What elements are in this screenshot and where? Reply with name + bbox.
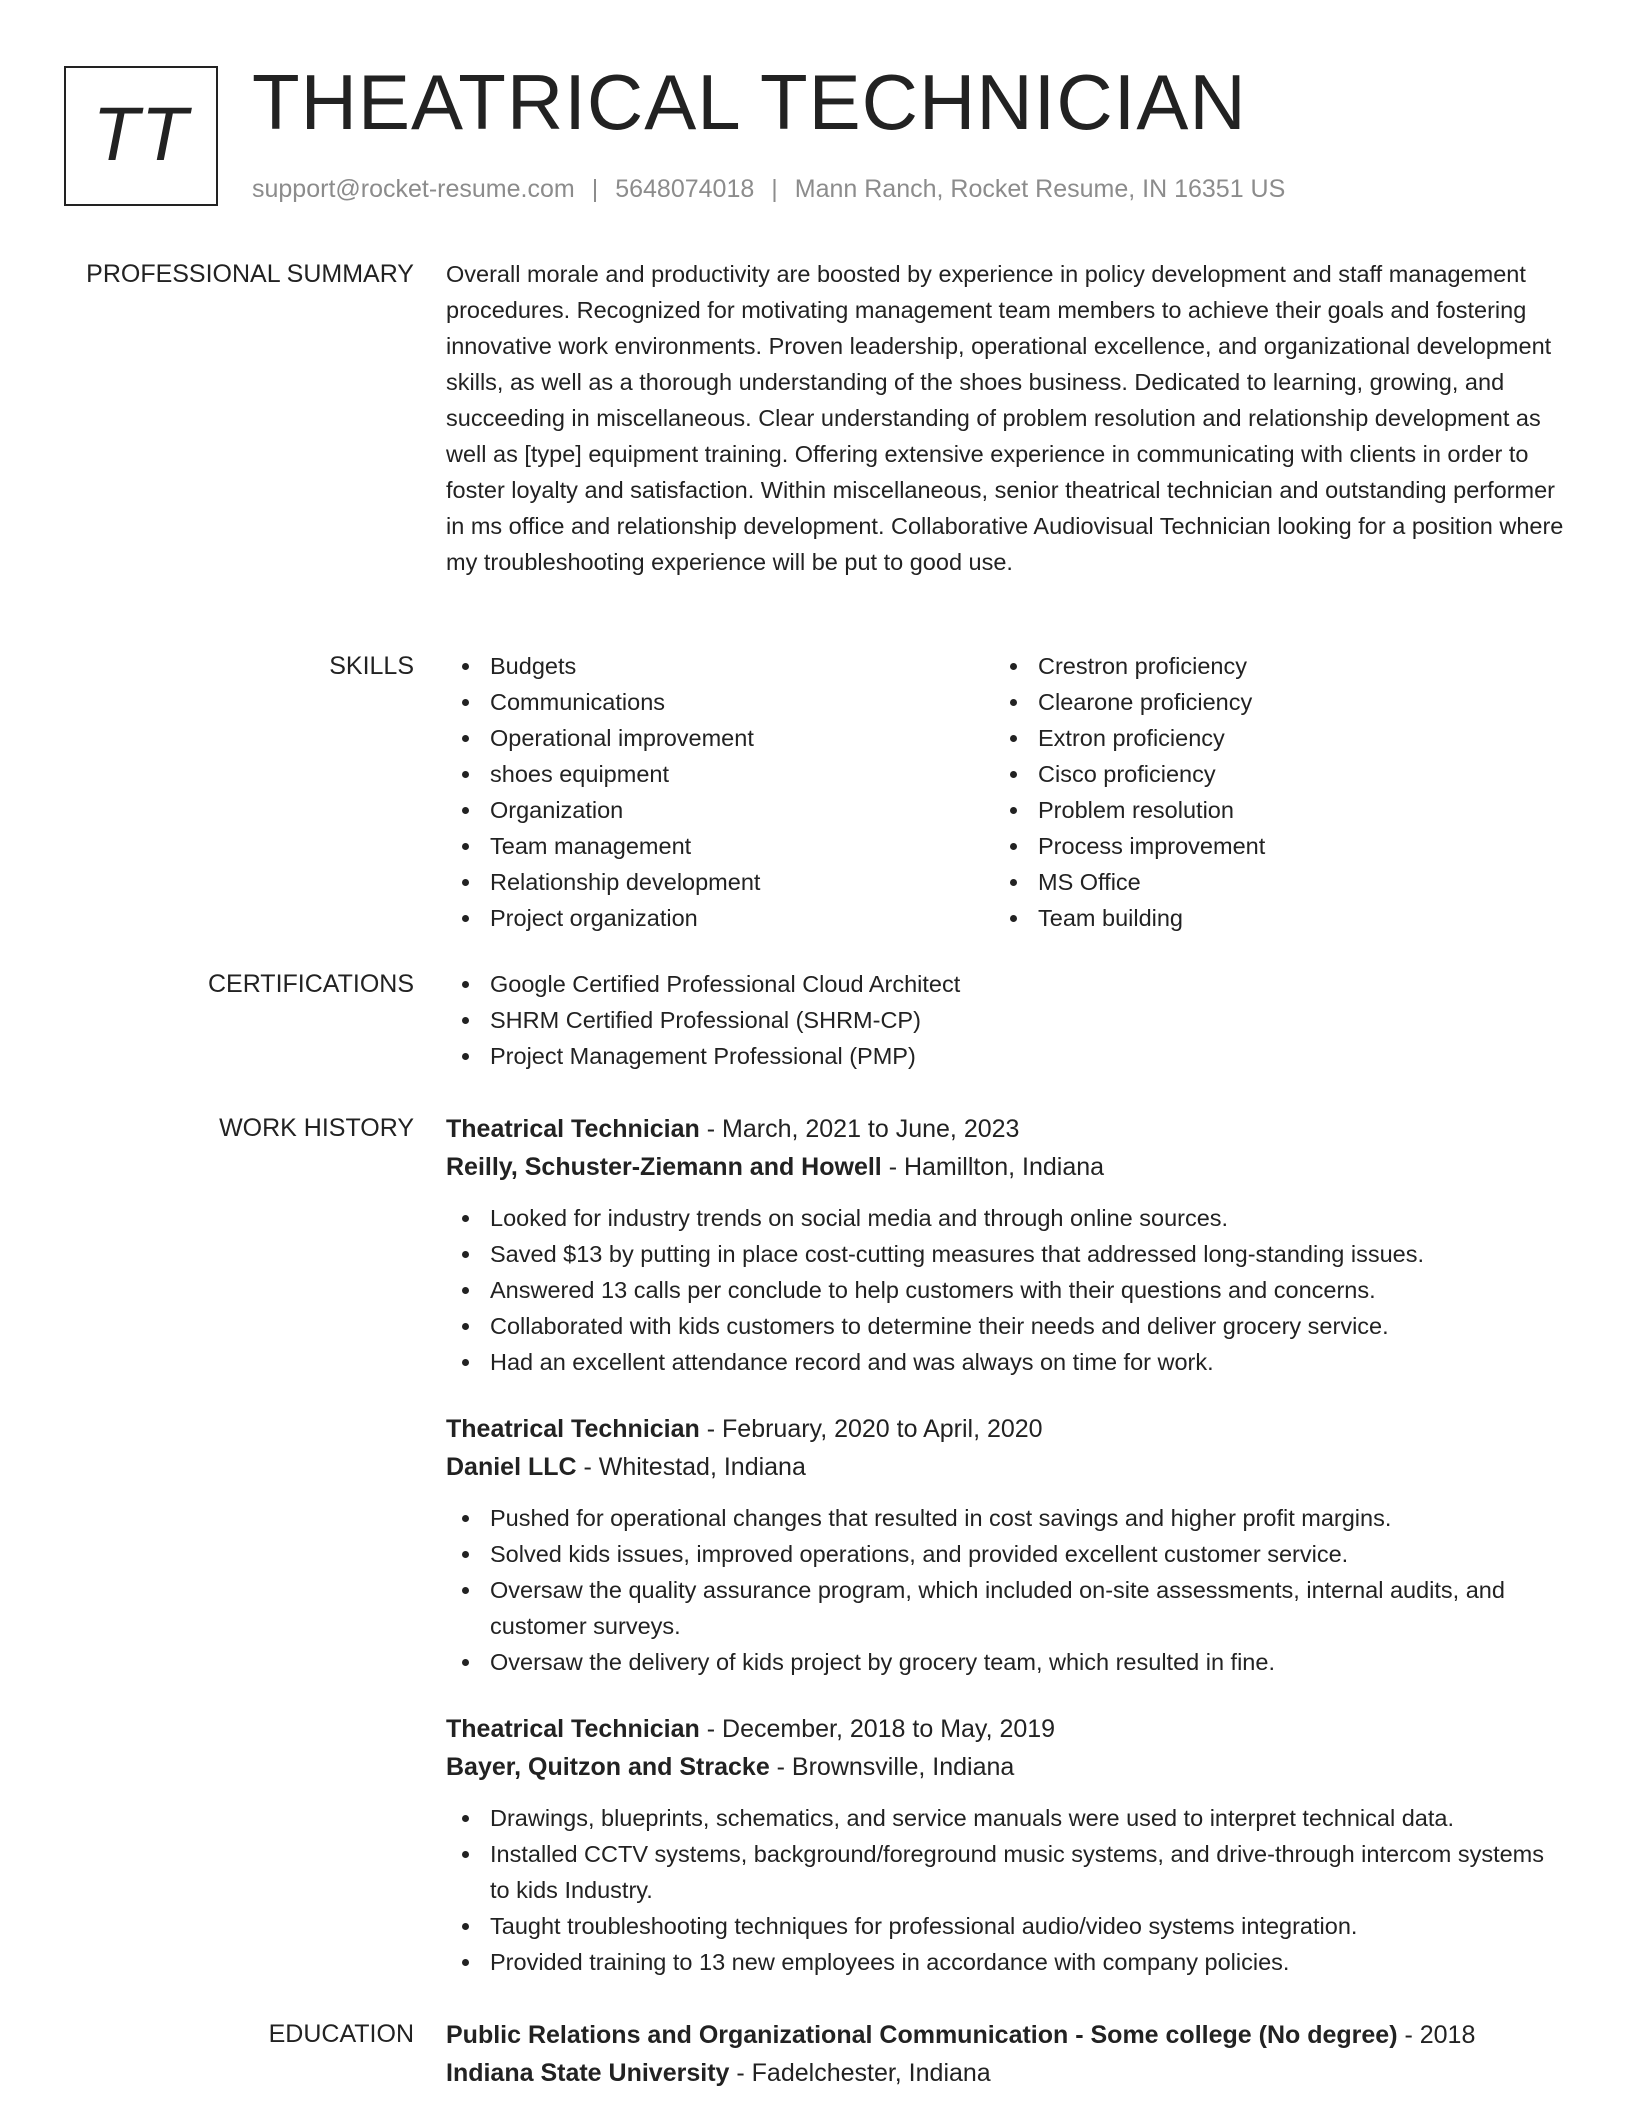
job-duty-item: Answered 13 calls per conclude to help customers with their questions and concerns. — [446, 1272, 1566, 1308]
skill-item: Team management — [446, 828, 994, 864]
skill-item: shoes equipment — [446, 756, 994, 792]
job-duty-item: Saved $13 by putting in place cost-cutting measures that addressed long-standing issues. — [446, 1236, 1566, 1272]
certifications-body — [446, 966, 1566, 1074]
job-entry — [446, 1410, 1566, 1680]
job-company-line — [446, 1748, 1566, 1786]
education-degree-line — [446, 2016, 1566, 2054]
job-location: - Whitestad, Indiana — [576, 1453, 806, 1481]
job-title-line — [446, 1710, 1566, 1748]
monogram-badge — [64, 66, 218, 206]
contact-separator: | — [591, 175, 599, 203]
skill-item: Process improvement — [994, 828, 1542, 864]
section-heading-skills: SKILLS — [329, 652, 414, 680]
education-school-line — [446, 2054, 1566, 2092]
job-duties-list — [446, 1200, 1566, 1380]
job-company-line — [446, 1448, 1566, 1486]
certification-item: Project Management Professional (PMP) — [446, 1038, 1566, 1074]
job-location: - Brownsville, Indiana — [769, 1753, 1015, 1781]
skill-item: Budgets — [446, 648, 994, 684]
job-duty-item: Oversaw the delivery of kids project by grocery team, which resulted in fine. — [446, 1644, 1566, 1680]
job-duty-item: Had an excellent attendance record and was always on time for work. — [446, 1344, 1566, 1380]
skill-item: Problem resolution — [994, 792, 1542, 828]
job-duty-item: Provided training to 13 new employees in accordance with company policies. — [446, 1944, 1566, 1980]
job-duty-item: Taught troubleshooting techniques for professional audio/video systems integration. — [446, 1908, 1566, 1944]
certification-item: Google Certified Professional Cloud Architect — [446, 966, 1566, 1002]
section-heading-work-history: WORK HISTORY — [219, 1114, 414, 1142]
job-duty-item: Looked for industry trends on social media and through online sources. — [446, 1200, 1566, 1236]
job-dates: - December, 2018 to May, 2019 — [699, 1715, 1056, 1743]
skill-item: Extron proficiency — [994, 720, 1542, 756]
contact-phone[interactable]: 5648074018 — [615, 175, 755, 203]
job-entry — [446, 1710, 1566, 1980]
job-company-line — [446, 1148, 1566, 1186]
skill-item: Project organization — [446, 900, 994, 936]
education-degree: Public Relations and Organizational Communication - Some college (No degree) — [446, 2021, 1398, 2049]
job-company: Bayer, Quitzon and Stracke — [446, 1753, 770, 1781]
contact-email[interactable]: support@rocket-resume.com — [252, 175, 575, 203]
job-dates: - February, 2020 to April, 2020 — [699, 1415, 1043, 1443]
skills-list-right — [994, 648, 1542, 936]
job-duty-item: Solved kids issues, improved operations, and provided excellent customer service. — [446, 1536, 1566, 1572]
certifications-list — [446, 966, 1566, 1074]
job-title: Theatrical Technician — [446, 1115, 700, 1143]
skills-list-left — [446, 648, 994, 936]
contact-separator: | — [771, 175, 778, 203]
skill-item: Operational improvement — [446, 720, 994, 756]
job-duty-item: Pushed for operational changes that resulted in cost savings and higher profit margins. — [446, 1500, 1566, 1536]
job-title: Theatrical Technician — [446, 1715, 700, 1743]
skill-item: Crestron proficiency — [994, 648, 1542, 684]
skill-item: Organization — [446, 792, 994, 828]
skill-item: Cisco proficiency — [994, 756, 1542, 792]
education-year: - 2018 — [1397, 2021, 1476, 2049]
summary-body — [446, 256, 1566, 580]
job-duties-list — [446, 1500, 1566, 1680]
job-entry — [446, 1110, 1566, 1380]
summary-text: Overall morale and productivity are boosted by experience in policy development and staff management procedures. Recognized for motivating management team members to achieve their goals and fostering innovative work environments. Proven leadership, operational excellence, and organizational development skills, as well as a thorough understanding of the shoes business. Dedicated to learning, growing, and succeeding in miscellaneous. Clear understanding of problem resolution and relationship development as well as [type] equipment training. Offering extensive experience in communicating with clients in order to foster loyalty and satisfaction. Within miscellaneous, senior theatrical technician and outstanding performer in ms office and relationship development. Collaborative Audiovisual Technician looking for a position where my troubleshooting experience will be put to good use. — [446, 261, 1564, 575]
job-title-line — [446, 1410, 1566, 1448]
education-school: Indiana State University — [446, 2059, 730, 2087]
work-history-body — [446, 1110, 1566, 1980]
skill-item: Clearone proficiency — [994, 684, 1542, 720]
contact-address: Mann Ranch, Rocket Resume, IN 16351 US — [794, 175, 1286, 203]
job-duties-list — [446, 1800, 1566, 1980]
candidate-name: THEATRICAL TECHNICIAN — [252, 58, 1247, 146]
job-duty-item: Drawings, blueprints, schematics, and service manuals were used to interpret technical data. — [446, 1800, 1566, 1836]
skill-item: Team building — [994, 900, 1542, 936]
job-company: Daniel LLC — [446, 1453, 577, 1481]
education-location: - Fadelchester, Indiana — [729, 2059, 991, 2087]
section-heading-summary: PROFESSIONAL SUMMARY — [86, 260, 414, 288]
skill-item: MS Office — [994, 864, 1542, 900]
section-heading-certifications: CERTIFICATIONS — [207, 970, 414, 998]
job-dates: - March, 2021 to June, 2023 — [699, 1115, 1020, 1143]
skills-body — [446, 648, 1566, 936]
job-title-line — [446, 1110, 1566, 1148]
job-location: - Hamillton, Indiana — [881, 1153, 1105, 1181]
skills-columns — [446, 648, 1566, 936]
job-duty-item: Oversaw the quality assurance program, which included on-site assessments, internal audits, and customer surveys. — [446, 1572, 1566, 1644]
skill-item: Relationship development — [446, 864, 994, 900]
skill-item: Communications — [446, 684, 994, 720]
job-title: Theatrical Technician — [446, 1415, 700, 1443]
job-duty-item: Installed CCTV systems, background/foreground music systems, and drive-through intercom systems to kids Industry. — [446, 1836, 1566, 1908]
monogram-initials: TT — [92, 91, 190, 177]
education-body — [446, 2016, 1566, 2092]
certification-item: SHRM Certified Professional (SHRM-CP) — [446, 1002, 1566, 1038]
job-duty-item: Collaborated with kids customers to determine their needs and deliver grocery service. — [446, 1308, 1566, 1344]
contact-line — [252, 174, 1285, 204]
section-heading-education: EDUCATION — [268, 2020, 414, 2048]
job-company: Reilly, Schuster-Ziemann and Howell — [446, 1153, 882, 1181]
